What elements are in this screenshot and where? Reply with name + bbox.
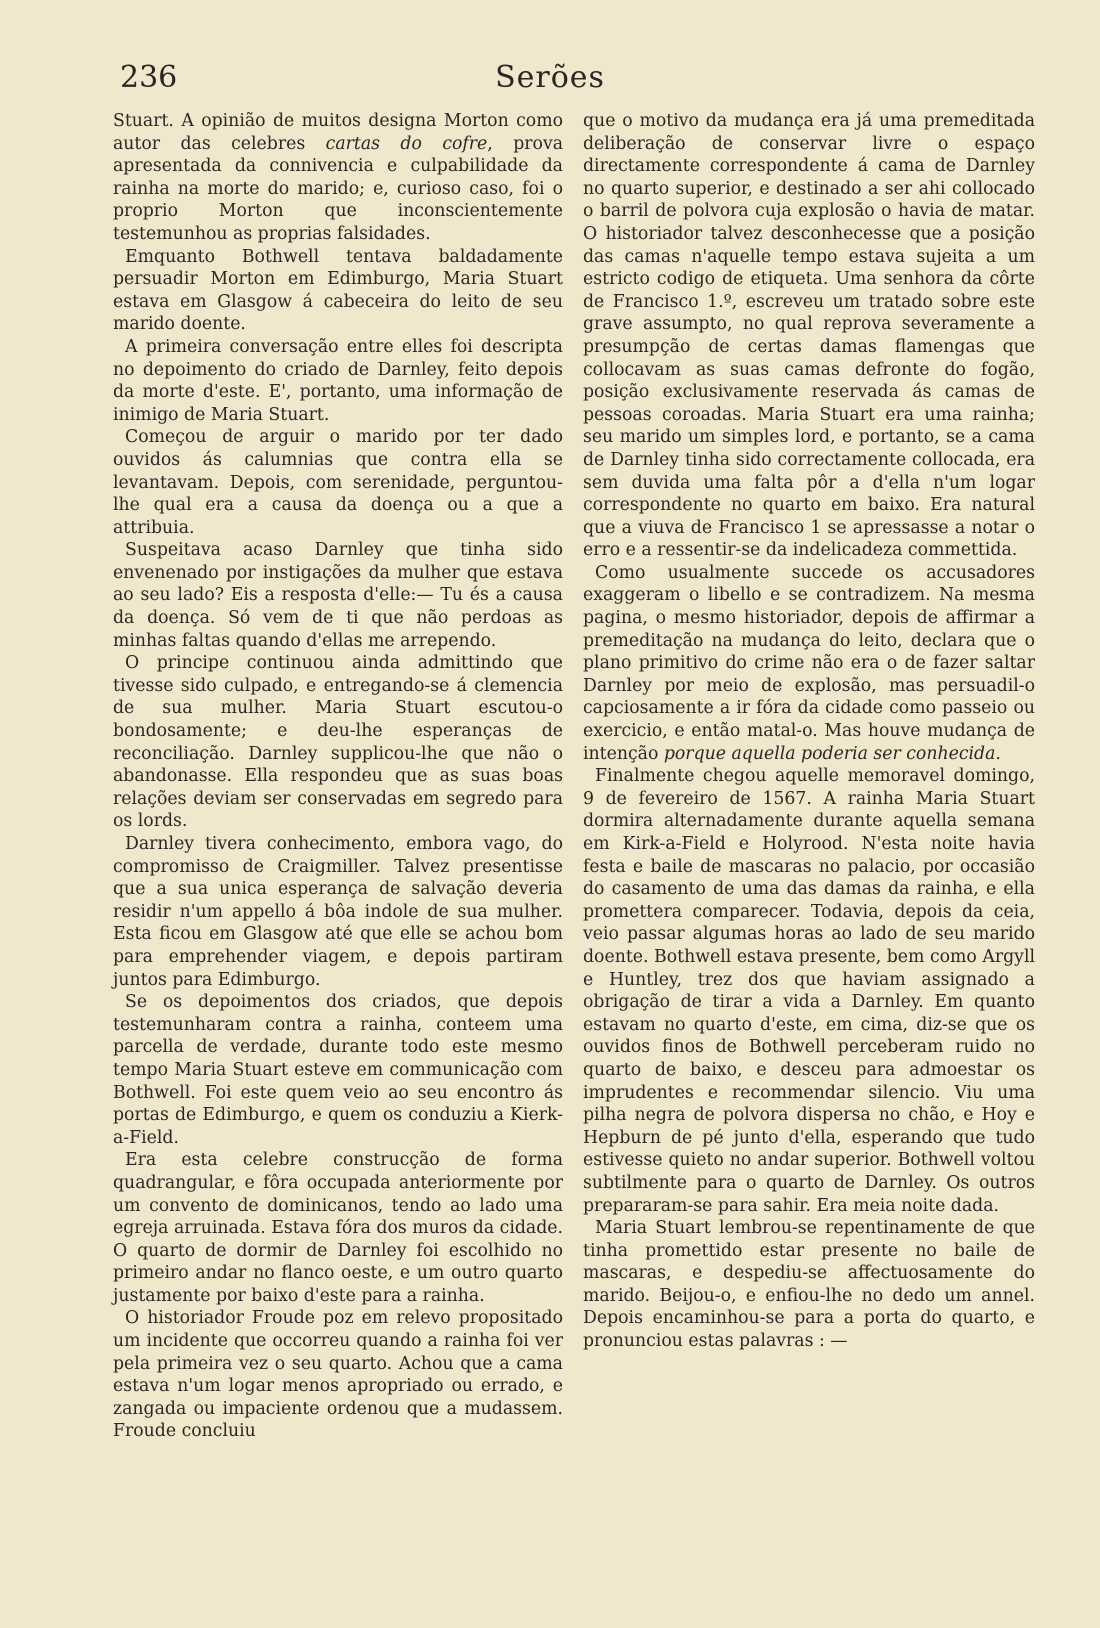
paragraph: Era esta celebre construcção de forma quadrangular, e fôra occupada anteriormente por um convento de dominicanos, tendo ao lado uma egreja arruinada. Estava fóra dos muros da cidade. O quarto de dormir de Darnley foi escolhido no primeiro andar no flanco oeste, e um outro quarto justamente por baixo d'este para a rainha. [113,1150,563,1306]
paragraph: O historiador Froude poz em relevo propositado um incidente que occorreu quando a rainha foi ver pela primeira vez o seu quarto. Achou que a cama estava n'um logar menos apropriado ou errado, e zangada ou impaciente ordenou que a mudassem. Froude concluiu [113,1308,563,1442]
paragraph: Finalmente chegou aquelle memoravel domingo, 9 de fevereiro de 1567. A rainha Maria Stuart dormira alternadamente durante aquella semana em Kirk-a-Field e Holyrood. N'esta noite havia festa e baile de mascaras no palacio, por occasião do casamento de uma das damas da rainha, e ella promettera comparecer. Todavia, depois da ceia, veio passar algumas horas ao lado de seu marido doente. Bothwell estava presente, bem como Argyll e Huntley, trez dos que haviam assignado a obrigação de tirar a vida a Darnley. Em quanto estavam no quarto d'este, em cima, diz-se que os ouvidos finos de Bothwell perceberam ruido no quarto de baixo, e desceu para admoestar os imprudentes e recommendar silencio. Viu uma pilha negra de polvora dispersa no chão, e Hoy e Hepburn de pé junto d'ella, esperando que tudo estivesse quieto no andar superior. Bothwell voltou subtilmente para o quarto de Darnley. Os outros prepararam-se para sahir. Era meia noite dada. [583,766,1035,1216]
italic-phrase: porque aquella poderia ser conhecida. [663,743,1001,764]
paragraph: Stuart. A opinião de muitos designa Morton como autor das celebres cartas do cofre, prova apresentada da connivencia e culpabilidade da rainha na morte do marido; e, curioso caso, foi o proprio Morton que inconscientemente testemunhou as proprias falsidades. [113,111,564,244]
right-column [583,110,1035,1353]
running-title: Serões [495,60,605,95]
paragraph: Se os depoimentos dos criados, que depois testemunharam contra a rainha, conteem uma parcella de verdade, durante todo este mesmo tempo Maria Stuart esteve em communicação com Bothwell. Foi este quem veio ao seu encontro ás portas de Edimburgo, e quem os conduziu a Kierk-a-Field. [113,992,563,1148]
paragraph: Maria Stuart lembrou-se repentinamente de que tinha promettido estar presente no baile de mascaras, e despediu-se affectuosamente do marido. Beijou-o, e enfiou-lhe no dedo um annel. Depois encaminhou-se para a porta do quarto, e pronunciou estas palavras : — [583,1218,1035,1352]
paragraph: O principe continuou ainda admittindo que tivesse sido culpado, e entregando-se á clemencia de sua mulher. Maria Stuart escutou-o bondosamente; e deu-lhe esperanças de reconciliação. Darnley supplicou-lhe que não o abandonasse. Ella respondeu que as suas boas relações deviam ser conservadas em segredo para os lords. [113,653,563,832]
paragraph: Suspeitava acaso Darnley que tinha sido envenenado por instigações da mulher que estava ao seu lado? Eis a resposta d'elle:— Tu és a causa da doença. Só vem de ti que não perdoas as minhas faltas quando d'ellas me arrependo. [113,540,563,651]
left-column [113,110,563,1443]
page-number: 236 [120,60,178,95]
page-header [0,60,1100,100]
paragraph: que o motivo da mudança era já uma premeditada deliberação de conservar livre o espaço directamente correspondente á cama de Darnley no quarto superior, e destinado a ser ahi collocado o barril de polvora cuja explosão o havia de matar. O historiador talvez desconhecesse que a posição das camas n'aquelle tempo estava sujeita a um estricto codigo de etiqueta. Uma senhora da côrte de Francisco 1.º, escreveu um tratado sobre este grave assumpto, no qual reprova severamente a presumpção de certas damas flamengas que collocavam as suas camas defronte do fogão, posição exclusivamente reservada ás camas de pessoas coroadas. Maria Stuart era uma rainha; seu marido um simples lord, e portanto, se a cama de Darnley tinha sido correctamente collocada, era sem duvida uma falta pôr a d'ella n'um logar correspondente no quarto em baixo. Era natural que a viuva de Francisco 1 se apressasse a notar o erro e a ressentir-se da indelicadeza commettida. [583,111,1035,561]
paragraph: Começou de arguir o marido por ter dado ouvidos ás calumnias que contra ella se levantavam. Depois, com serenidade, perguntou-lhe qual era a causa da doença ou a que a attribuia. [113,427,563,538]
paragraph: Como usualmente succede os accusadores exaggeram o libello e se contradizem. Na mesma pagina, o mesmo historiador, depois de affirmar a premeditação na mudança do leito, declara que o plano primitivo do crime não era o de fazer saltar Darnley por meio de explosão, mas persuadil-o capciosamente a ir fóra da cidade como passeio ou exercicio, e então matal-o. Mas houve mudança de intenção porque aquella poderia ser conhecida. [583,562,1035,764]
paragraph: Emquanto Bothwell tentava baldadamente persuadir Morton em Edimburgo, Maria Stuart estava em Glasgow á cabeceira do leito de seu marido doente. [113,246,563,335]
italic-title: cartas do cofre [325,133,488,154]
paragraph: A primeira conversação entre elles foi descripta no depoimento do criado de Darnley, feito depois da morte d'este. E', portanto, uma informação de inimigo de Maria Stuart. [113,336,563,425]
paragraph: Darnley tivera conhecimento, embora vago, do compromisso de Craigmiller. Talvez presentisse que a sua unica esperança de salvação deveria residir n'um appello á bôa indole de sua mulher. Esta ficou em Glasgow até que elle se achou bom para emprehender viagem, e depois partiram juntos para Edimburgo. [113,834,563,990]
